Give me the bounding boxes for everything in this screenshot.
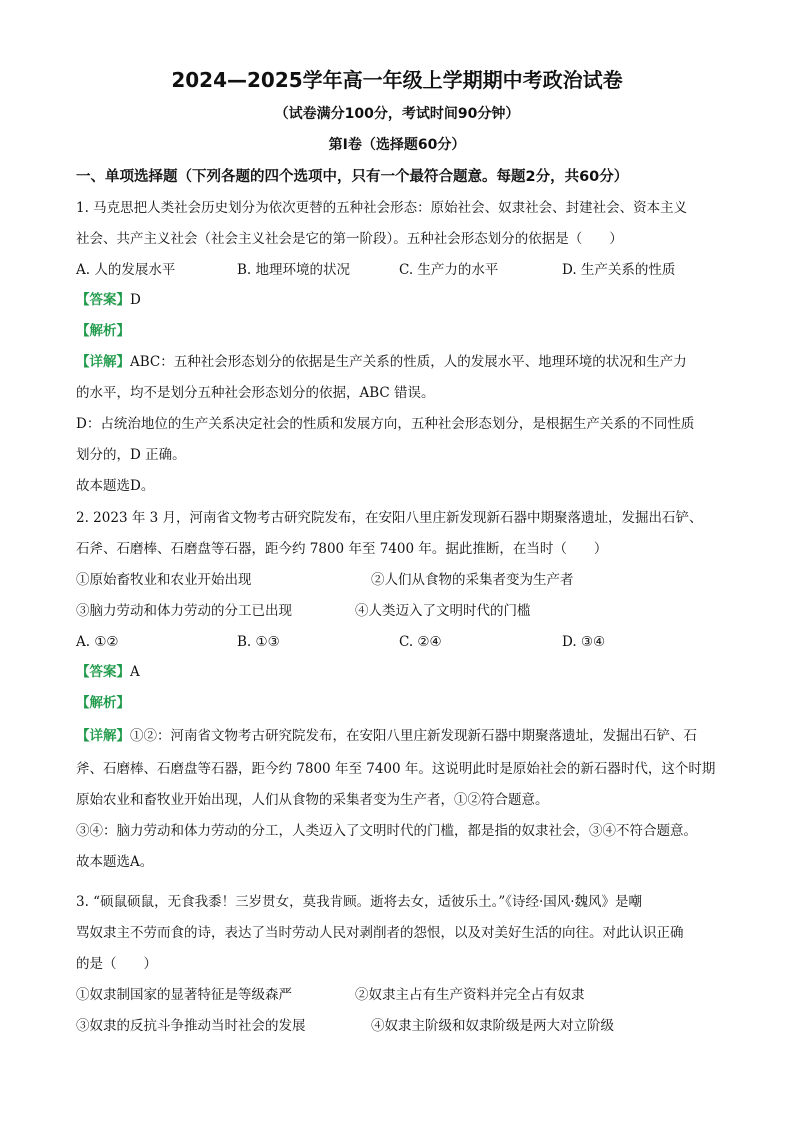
analysis-label: 【解析】 <box>76 695 130 711</box>
answer-label: 【答案】 <box>76 292 130 308</box>
q1-option-c: C. 生产力的水平 <box>399 262 499 278</box>
q2-answer <box>76 662 140 682</box>
q2-detail-line-4: ③④：脑力劳动和体力劳动的分工，人类迈入了文明时代的门槛，都是指的奴隶社会，③④不符合题意。 <box>76 823 697 839</box>
q2-item-2: ②人们从食物的采集者变为生产者 <box>371 572 574 588</box>
q3-item-2: ②奴隶主占有生产资料并完全占有奴隶 <box>355 987 585 1003</box>
q1-detail-line-2: 的水平，均不是划分五种社会形态划分的依据，ABC 错误。 <box>76 385 435 401</box>
detail-text: ABC：五种社会形态划分的依据是生产关系的性质，人的发展水平、地理环境的状况和生产力 <box>130 354 687 370</box>
analysis-label: 【解析】 <box>76 323 130 339</box>
q2-conclusion: 故本题选A。 <box>76 854 154 870</box>
exam-title: 2024—2025学年高一年级上学期期中考政治试卷 <box>171 68 623 92</box>
q2-detail-line-2: 斧、石磨棒、石磨盘等石器，距今约 7800 年至 7400 年。这说明此时是原始社会的新石器时代，这个时期 <box>76 761 716 777</box>
q3-item-3: ③奴隶的反抗斗争推动当时社会的发展 <box>76 1018 306 1034</box>
q1-conclusion: 故本题选D。 <box>76 478 155 494</box>
q3-item-1: ①奴隶制国家的显著特征是等级森严 <box>76 987 292 1003</box>
q2-stem-line-2: 石斧、石磨棒、石磨盘等石器，距今约 7800 年至 7400 年。据此推断，在当时（ ） <box>76 541 608 557</box>
q2-stem-line-1: 2. 2023 年 3 月，河南省文物考古研究院发布，在安阳八里庄新发现新石器中期聚落遗址，发掘出石铲、 <box>76 510 703 526</box>
q1-stem-line-2: 社会、共产主义社会（社会主义社会是它的第一阶段）。五种社会形态划分的依据是（ ） <box>76 231 623 247</box>
q2-item-1: ①原始畜牧业和农业开始出现 <box>76 572 252 588</box>
q1-detail-line-3: D：占统治地位的生产关系决定社会的性质和发展方向，五种社会形态划分，是根据生产关系的不同性质 <box>76 416 695 432</box>
part-heading: 一、单项选择题（下列各题的四个选项中，只有一个最符合题意。每题2分，共60分） <box>76 169 629 185</box>
q2-option-a: A. ①② <box>76 634 119 650</box>
answer-value: D <box>130 292 141 308</box>
q2-option-c: C. ②④ <box>399 634 442 650</box>
q1-option-d: D. 生产关系的性质 <box>562 262 676 278</box>
section-title: 第Ⅰ卷（选择题60分） <box>328 137 466 153</box>
answer-label: 【答案】 <box>76 664 130 680</box>
q1-detail-line-4: 划分的，D 正确。 <box>76 447 186 463</box>
q1-detail-line-1 <box>76 352 687 372</box>
detail-text: ①②：河南省文物考古研究院发布，在安阳八里庄新发现新石器中期聚落遗址，发掘出石铲、石 <box>130 728 697 744</box>
q1-analysis-label <box>76 321 130 341</box>
q3-stem-line-3: 的是（ ） <box>76 956 157 972</box>
q2-option-b: B. ①③ <box>237 634 280 650</box>
q3-item-4: ④奴隶主阶级和奴隶阶级是两大对立阶级 <box>371 1018 614 1034</box>
q2-analysis-label <box>76 693 130 713</box>
q2-item-3: ③脑力劳动和体力劳动的分工已出现 <box>76 603 292 619</box>
q1-option-b: B. 地理环境的状况 <box>237 262 351 278</box>
q3-stem-line-2: 骂奴隶主不劳而食的诗，表达了当时劳动人民对剥削者的怨恨，以及对美好生活的向往。对此认识正确 <box>76 925 684 941</box>
q3-stem-line-1: 3. “硕鼠硕鼠，无食我黍！三岁贯女，莫我肯顾。逝将去女，适彼乐土。”《诗经·国风·魏风》是嘲 <box>76 894 643 910</box>
q1-answer <box>76 290 141 310</box>
q2-item-4: ④人类迈入了文明时代的门槛 <box>355 603 531 619</box>
q2-detail-line-3: 原始农业和畜牧业开始出现，人们从食物的采集者变为生产者，①②符合题意。 <box>76 792 549 808</box>
exam-subtitle: （试卷满分100分，考试时间90分钟） <box>274 106 520 122</box>
detail-label: 【详解】 <box>76 354 130 370</box>
answer-value: A <box>130 664 140 680</box>
detail-label: 【详解】 <box>76 728 130 744</box>
q1-option-a: A. 人的发展水平 <box>76 262 176 278</box>
q2-detail-line-1 <box>76 726 697 746</box>
q1-stem-line-1: 1. 马克思把人类社会历史划分为依次更替的五种社会形态：原始社会、奴隶社会、封建社会、资本主义 <box>76 200 688 216</box>
q2-option-d: D. ③④ <box>562 634 606 650</box>
